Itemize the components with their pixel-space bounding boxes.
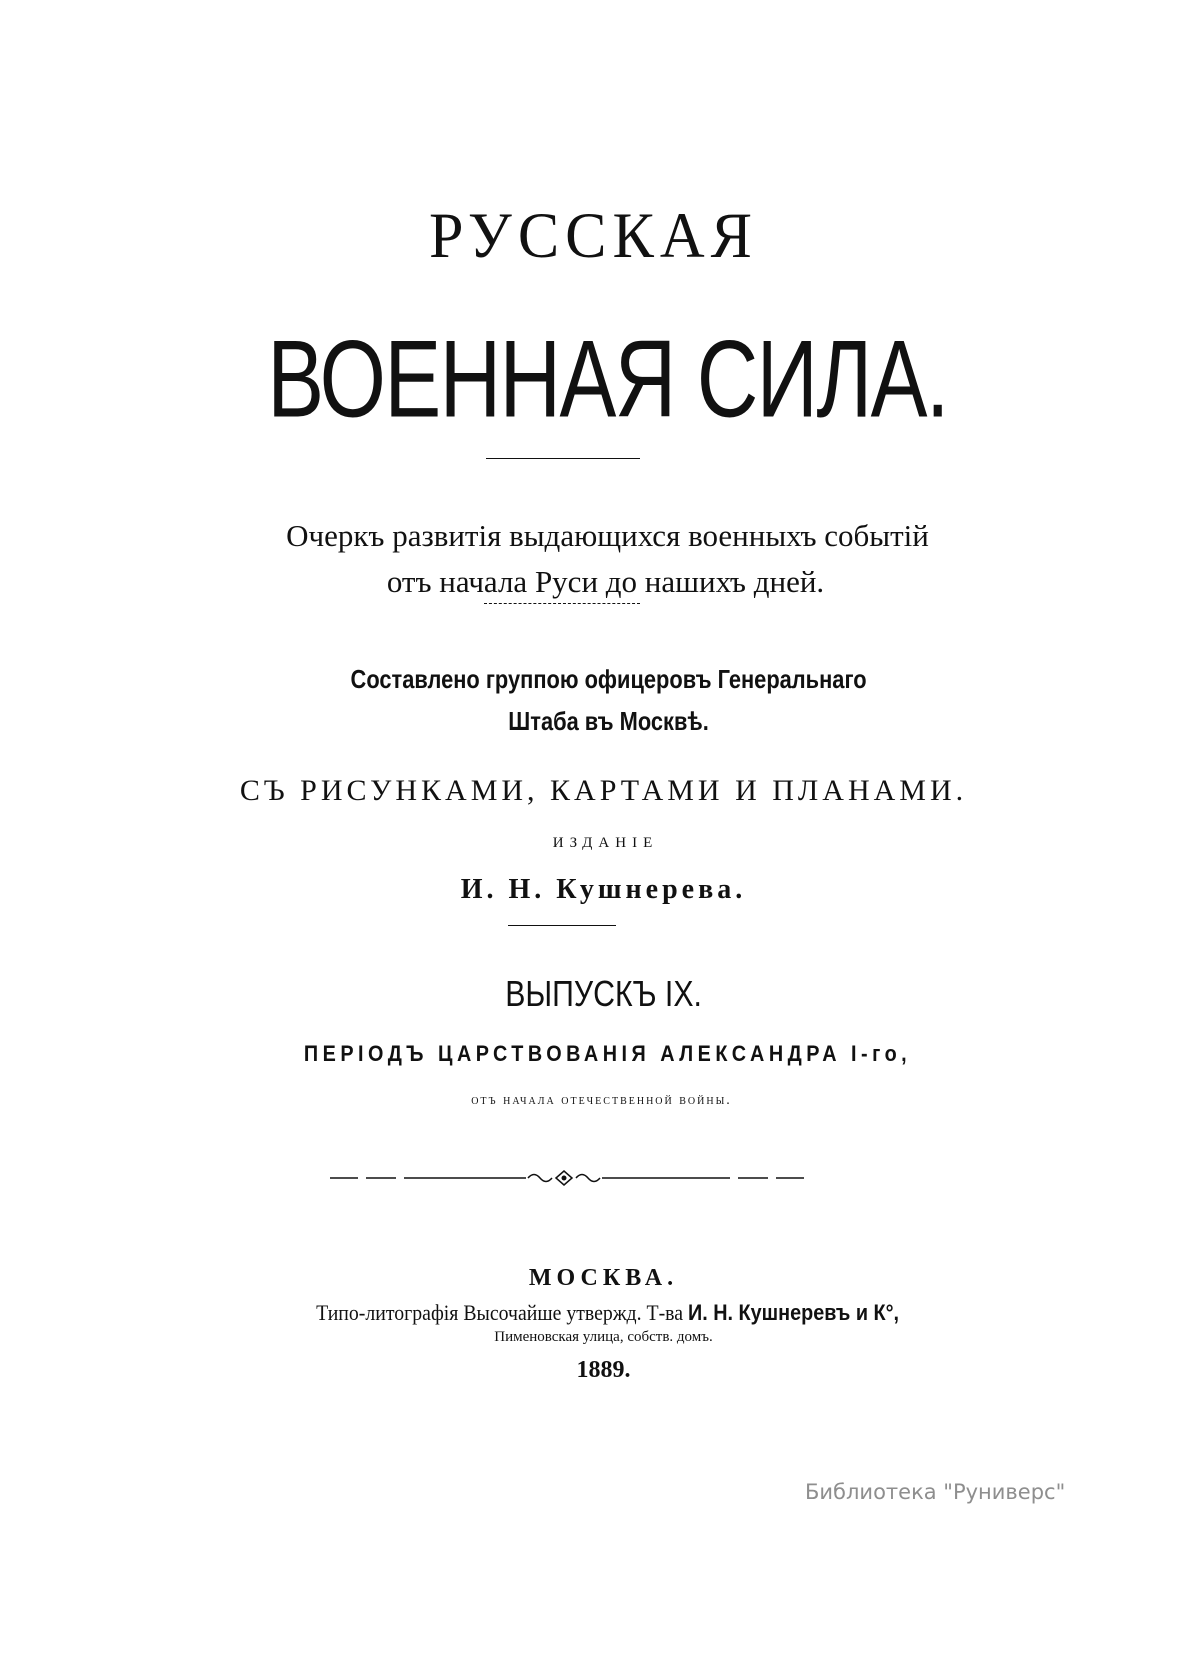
imprint-city: МОСКВА.	[528, 1265, 679, 1291]
edition-label: ИЗДАНІЕ	[552, 835, 659, 851]
illustrations-note: СЪ РИСУНКАМИ, КАРТАМИ И ПЛАНАМИ.	[239, 774, 968, 807]
compiled-by-line-1: Составлено группою офицеровъ Генеральнаго	[350, 664, 867, 694]
imprint-printer-prefix: Типо-литографія Высочайше утвержд. Т-ва	[316, 1300, 684, 1325]
title-line-2: ВОЕННАЯ СИЛА.	[267, 319, 948, 441]
publisher-name: И. Н. Кушнерева.	[460, 874, 747, 905]
imprint-printer	[68, 1302, 1147, 1324]
ornamental-divider	[330, 1168, 810, 1188]
divider-rule-3	[508, 925, 616, 926]
imprint-year: 1889.	[576, 1357, 631, 1383]
divider-rule-2	[484, 603, 640, 604]
imprint-printer-name: И. Н. Кушнеревъ и К°,	[688, 1300, 900, 1325]
divider-rule-1	[486, 458, 640, 459]
imprint-street: Пименовская улица, собств. домъ.	[494, 1329, 713, 1345]
compiled-by-line-2: Штаба въ Москвѣ.	[508, 706, 709, 736]
subtitle-line-2: отъ начала Руси до нашихъ дней.	[386, 564, 825, 599]
issue-number: ВЫПУСКЪ IX.	[505, 973, 702, 1014]
subtitle-line-1: Очеркъ развитія выдающихся военныхъ событій	[286, 518, 929, 553]
title-line-1: РУССКАЯ	[428, 200, 759, 272]
period-heading: ПЕРІОДЪ ЦАРСТВОВАНІЯ АЛЕКСАНДРА I-го,	[303, 1041, 912, 1066]
period-detail: отъ начала отечественной войны.	[471, 1093, 732, 1108]
library-watermark: Библиотека "Руниверс"	[805, 1480, 1066, 1504]
